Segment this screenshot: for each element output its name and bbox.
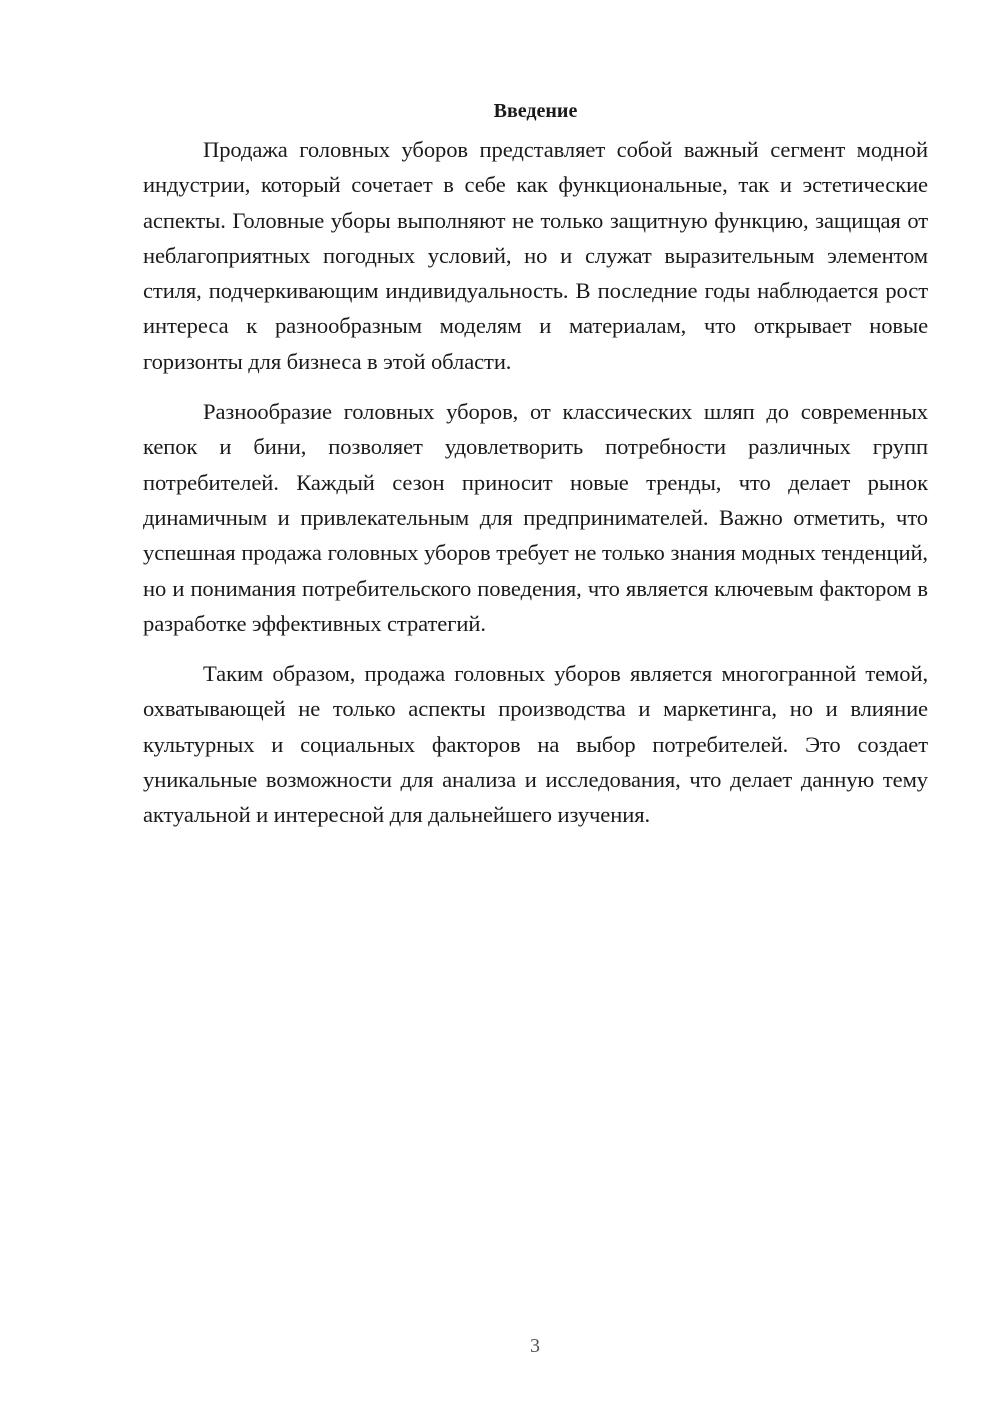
page-number: 3	[530, 1335, 540, 1357]
paragraph-2: Разнообразие головных уборов, от классических шляп до современных кепок и бини, позволяет удовлетворить потребности различных групп потребителей. Каждый сезон приносит новые тренды, что делает рынок динамичным и привлекательным для предпринимателей. Важно отметить, что успешная продажа головных уборов требует не только знания модных тенденций, но и понимания потребительского поведения, что является ключевым фактором в разработке эффективных стратегий.	[143, 399, 928, 636]
paragraph-1: Продажа головных уборов представляет собой важный сегмент модной индустрии, который сочетает в себе как функциональные, так и эстетические аспекты. Головные уборы выполняют не только защитную функцию, защищая от неблагоприятных погодных условий, но и служат выразительным элементом стиля, подчеркивающим индивидуальность. В последние годы наблюдается рост интереса к разнообразным моделям и материалам, что открывает новые горизонты для бизнеса в этой области.	[143, 137, 928, 374]
page-content	[143, 96, 928, 848]
section-heading: Введение	[493, 100, 578, 122]
paragraph-3: Таким образом, продажа головных уборов является многогранной темой, охватывающей не только аспекты производства и маркетинга, но и влияние культурных и социальных факторов на выбор потребителей. Это создает уникальные возможности для анализа и исследования, что делает данную тему актуальной и интересной для дальнейшего изучения.	[143, 661, 928, 828]
